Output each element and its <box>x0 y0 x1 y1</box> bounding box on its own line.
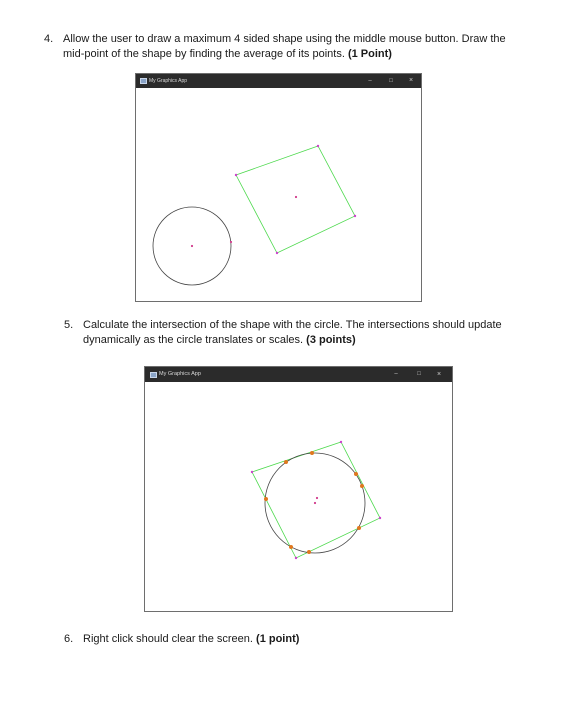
item-text: Right click should clear the screen. <box>83 633 253 645</box>
minimize-button[interactable]: – <box>368 78 372 84</box>
shape-vertex <box>295 557 297 559</box>
quad-shape <box>236 146 355 253</box>
maximize-button[interactable]: □ <box>389 78 393 84</box>
intersection-point <box>357 526 361 530</box>
shape-vertex <box>379 517 381 519</box>
graphics-app-window-1 <box>135 73 422 302</box>
instruction-item-4 <box>44 31 534 65</box>
shape-vertex <box>276 252 278 254</box>
shape-vertex <box>251 471 253 473</box>
app-icon <box>140 78 147 84</box>
canvas-drawing-2 <box>145 382 452 611</box>
item-points: (3 points) <box>306 334 356 346</box>
item-points: (1 Point) <box>347 48 392 60</box>
intersection-point <box>284 460 288 464</box>
circle-edge-handle <box>230 241 232 243</box>
close-button[interactable]: × <box>436 371 442 378</box>
intersection-point <box>354 472 358 476</box>
item-text-line2: dynamically as the circle translates or scales. <box>83 334 304 346</box>
close-button[interactable]: × <box>408 77 414 84</box>
quad-shape <box>252 442 380 558</box>
shape-midpoint <box>295 196 297 198</box>
shape-midpoint <box>316 497 318 499</box>
window-titlebar <box>145 367 452 382</box>
drawing-canvas[interactable] <box>136 88 421 301</box>
drawing-canvas[interactable] <box>145 382 452 611</box>
canvas-drawing-1 <box>136 88 421 301</box>
window-title: My Graphics App <box>149 78 188 84</box>
item-number: 4. <box>44 33 54 45</box>
item-number: 5. <box>64 319 74 331</box>
window-title: My Graphics App <box>159 371 201 377</box>
shape-vertex <box>235 174 237 176</box>
instruction-item-5 <box>64 317 534 351</box>
shape-vertex <box>340 441 342 443</box>
circle-center <box>314 502 316 504</box>
shape-vertex <box>354 215 356 217</box>
item-text-line2: mid-point of the shape by finding the average of its points. <box>63 48 345 60</box>
shape-vertex <box>317 145 319 147</box>
intersection-point <box>310 451 314 455</box>
item-number: 6. <box>64 633 74 645</box>
intersection-point <box>307 550 311 554</box>
item-text-line1: Allow the user to draw a maximum 4 sided shape using the middle mouse button. Draw the <box>63 33 506 45</box>
minimize-button[interactable]: – <box>394 371 398 377</box>
graphics-app-window-2 <box>144 366 453 612</box>
app-icon <box>150 372 157 378</box>
intersection-point <box>360 484 364 488</box>
maximize-button[interactable]: □ <box>417 371 421 377</box>
intersection-point <box>264 497 268 501</box>
instruction-item-6 <box>64 631 534 649</box>
intersection-point <box>289 545 293 549</box>
item-text-line1: Calculate the intersection of the shape with the circle. The intersections should update <box>83 319 502 331</box>
item-points: (1 point) <box>256 633 300 645</box>
circle-center <box>191 245 193 247</box>
window-titlebar <box>136 74 421 88</box>
